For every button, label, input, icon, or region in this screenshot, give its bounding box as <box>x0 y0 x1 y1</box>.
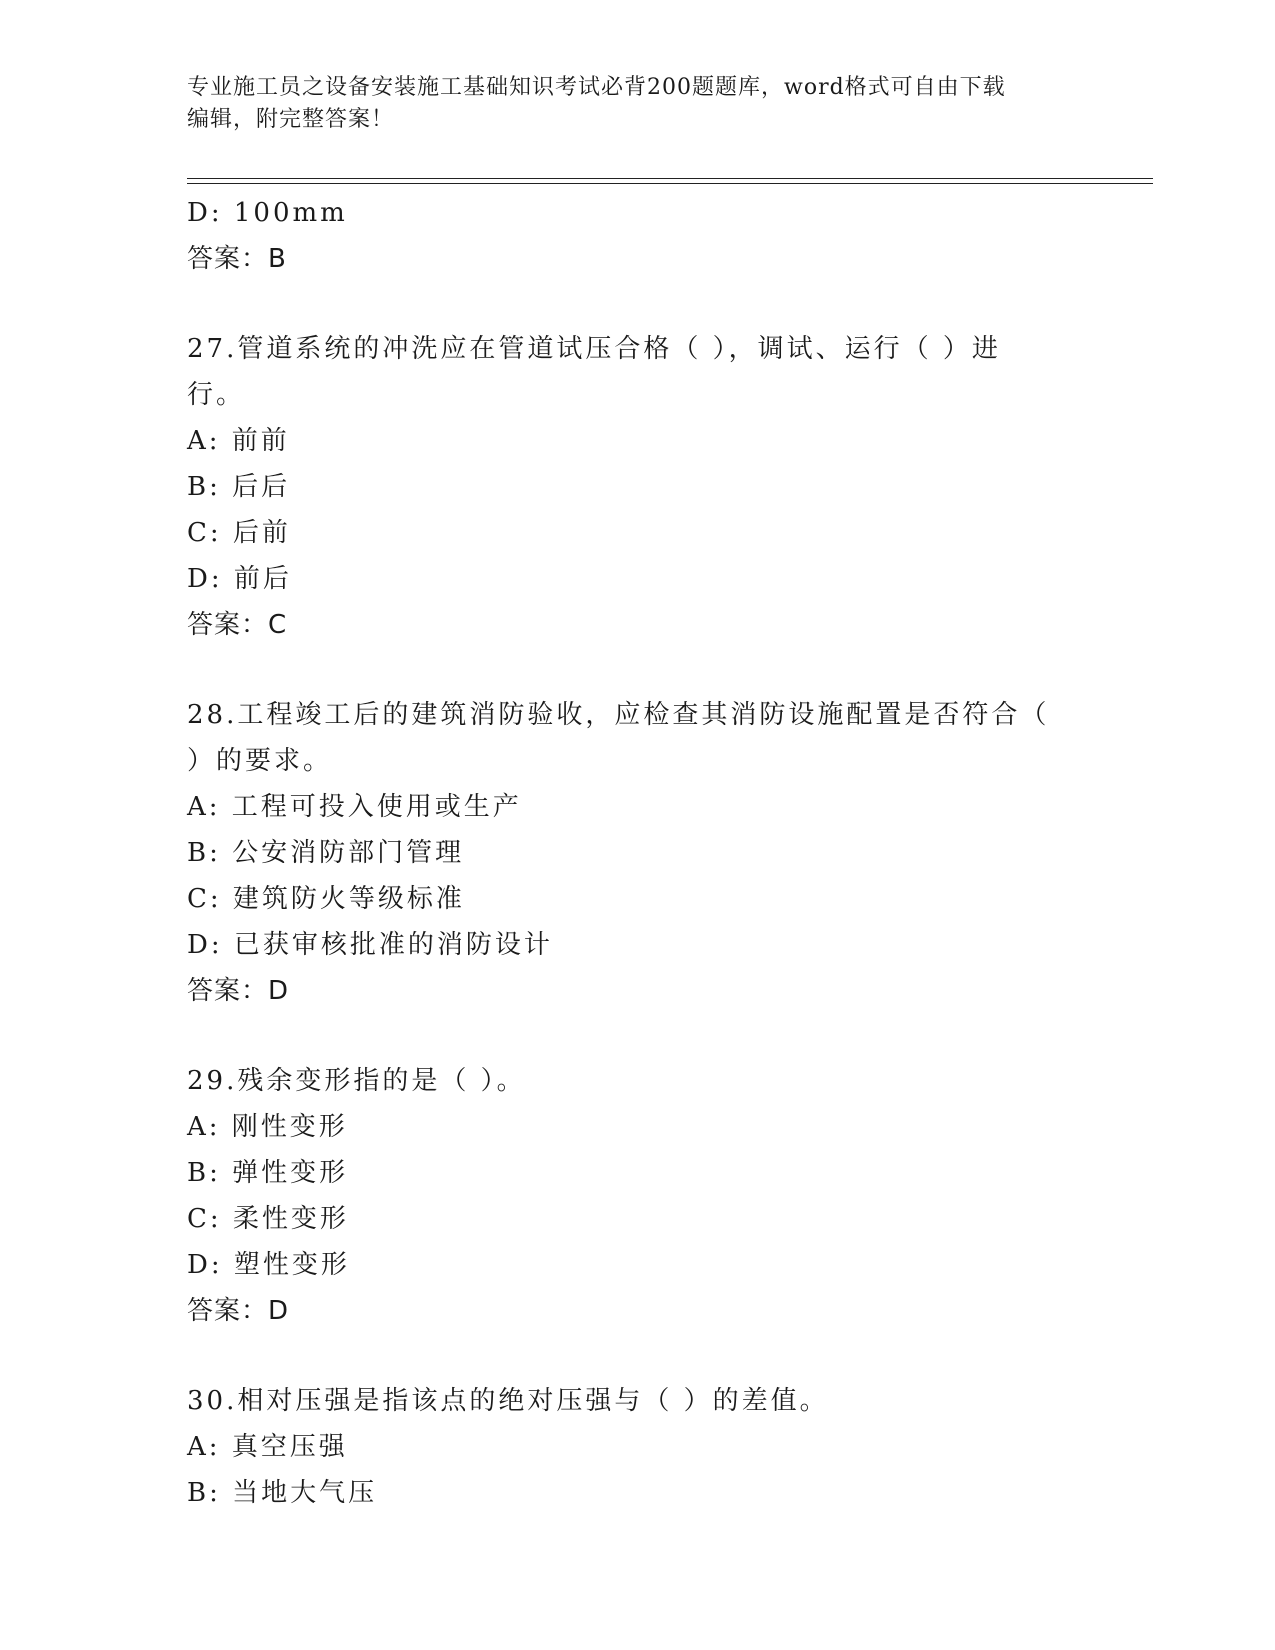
option-c: C: 后前 <box>187 518 291 548</box>
option-b: B: 后后 <box>187 472 291 502</box>
question-30 <box>187 1378 1153 1516</box>
header-line-1: 专业施工员之设备安装施工基础知识考试必背200题题库，word格式可自由下载 <box>187 75 1006 100</box>
option-b: B: 弹性变形 <box>187 1158 349 1188</box>
option-d: D: 塑性变形 <box>187 1250 350 1280</box>
question-text: 29.残余变形指的是（ ）。 <box>187 1066 526 1096</box>
option-a: A: 工程可投入使用或生产 <box>187 792 522 822</box>
question-29 <box>187 1058 1153 1334</box>
question-text: 30.相对压强是指该点的绝对压强与（ ）的差值。 <box>187 1386 829 1416</box>
answer: 答案：D <box>187 976 290 1006</box>
option-a: A: 刚性变形 <box>187 1112 348 1142</box>
question-27 <box>187 326 1153 648</box>
document-body <box>187 190 1153 1516</box>
header-divider-top <box>187 178 1153 179</box>
option-c: C: 柔性变形 <box>187 1204 349 1234</box>
option-b: B: 当地大气压 <box>187 1478 378 1508</box>
option-d: D: 已获审核批准的消防设计 <box>187 930 553 960</box>
answer: 答案：D <box>187 1296 290 1326</box>
option-d: D: 前后 <box>187 564 292 594</box>
header-line-2: 编辑，附完整答案！ <box>187 107 395 132</box>
option-d: D: 100mm <box>187 198 348 228</box>
option-a: A: 真空压强 <box>187 1432 348 1462</box>
option-c: C: 建筑防火等级标准 <box>187 884 465 914</box>
header-divider-bottom <box>187 183 1153 184</box>
option-a: A: 前前 <box>187 426 290 456</box>
question-text-line-2: ）的要求。 <box>187 746 333 776</box>
document-header <box>187 72 1087 136</box>
question-text: 27.管道系统的冲洗应在管道试压合格（ ），调试、运行（ ）进行。 <box>187 334 1001 410</box>
question-text-line-1: 28.工程竣工后的建筑消防验收，应检查其消防设施配置是否符合（ <box>187 700 1050 730</box>
question-28 <box>187 692 1153 1014</box>
answer: 答案：C <box>187 610 288 640</box>
carryover-block <box>187 190 1153 282</box>
answer: 答案：B <box>187 244 287 274</box>
option-b: B: 公安消防部门管理 <box>187 838 465 868</box>
